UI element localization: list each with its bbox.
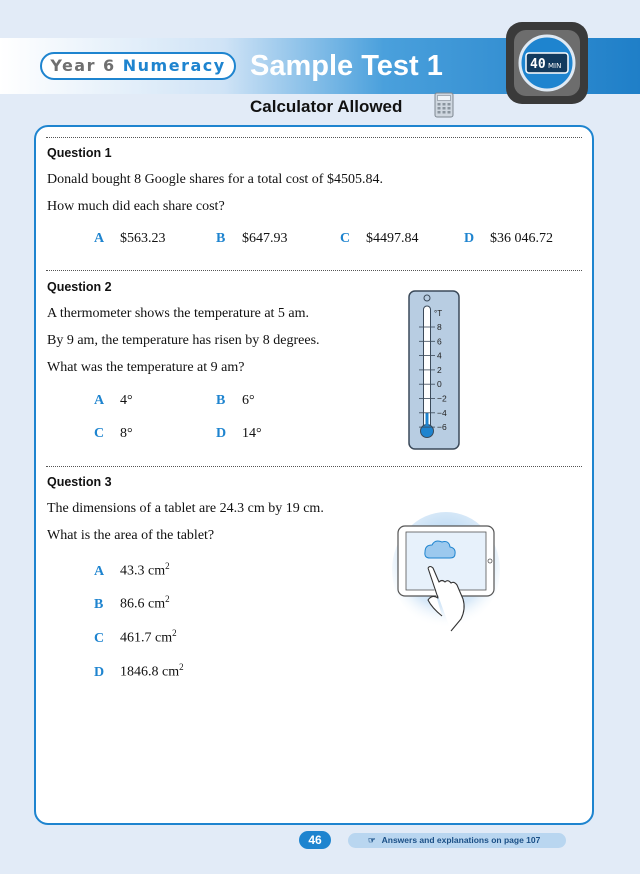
thermometer-tick-label: 4 — [437, 350, 442, 361]
option-text: $647.93 — [242, 231, 288, 246]
question-1-option-a[interactable] — [94, 231, 166, 247]
timer-value: 40 — [530, 57, 546, 72]
thermometer-tick-label: 8 — [437, 322, 442, 332]
question-1-option-c[interactable] — [340, 231, 419, 247]
question-3-option-a[interactable] — [94, 561, 170, 580]
question-3-line-1: The dimensions of a tablet are 24.3 cm by 19 cm. — [47, 501, 324, 516]
question-1-line-1: Donald bought 8 Google shares for a total cost of $4505.84. — [47, 172, 383, 187]
question-3-option-d[interactable] — [94, 662, 184, 681]
page-number: 46 — [299, 831, 331, 849]
questions-panel — [34, 125, 594, 825]
question-2-line-1: A thermometer shows the temperature at 5 am. — [47, 306, 310, 321]
option-letter: B — [216, 231, 226, 246]
question-2-line-2: By 9 am, the temperature has risen by 8 degrees. — [47, 333, 320, 348]
option-text: $563.23 — [120, 231, 166, 246]
option-text: 8° — [120, 426, 133, 441]
option-sup: 2 — [165, 594, 170, 604]
option-text: 14° — [242, 426, 262, 441]
answers-reference-text: Answers and explanations on page 107 — [381, 835, 541, 845]
question-1-option-d[interactable] — [464, 231, 553, 247]
thermometer-tick-label: −4 — [437, 407, 447, 418]
divider — [46, 270, 582, 271]
pointing-hand-icon: ☞ — [368, 835, 376, 845]
option-sup: 2 — [172, 628, 177, 638]
option-text: 6° — [242, 393, 255, 408]
stopwatch-icon — [504, 20, 590, 106]
option-letter: D — [216, 426, 227, 441]
option-text: $4497.84 — [366, 231, 419, 246]
option-letter: B — [94, 596, 104, 612]
question-3-option-c[interactable] — [94, 628, 177, 647]
option-text: 1846.8 cm — [120, 664, 180, 680]
page-title: Sample Test 1 — [250, 50, 443, 82]
thermometer-tick-label: 0 — [437, 379, 442, 390]
subject-label: Numeracy — [122, 56, 226, 75]
question-2-heading: Question 2 — [47, 280, 112, 294]
year-label: Year 6 — [50, 56, 116, 75]
question-1-option-b[interactable] — [216, 231, 288, 247]
thermometer-illustration — [408, 290, 460, 450]
option-text: 43.3 cm — [120, 563, 166, 579]
question-3-heading: Question 3 — [47, 475, 112, 489]
option-text: $36 046.72 — [490, 231, 553, 246]
question-2-option-d[interactable] — [216, 426, 262, 442]
option-letter: D — [464, 231, 475, 246]
option-text: 4° — [120, 393, 133, 408]
divider — [46, 466, 582, 467]
thermometer-tick-label: 6 — [437, 336, 442, 347]
thermometer-tick-label: 2 — [437, 364, 442, 375]
option-letter: C — [340, 231, 351, 246]
question-3-line-2: What is the area of the tablet? — [47, 528, 215, 543]
thermometer-tick-label: −2 — [437, 393, 447, 404]
question-2-option-c[interactable] — [94, 426, 133, 442]
question-2-line-3: What was the temperature at 9 am? — [47, 360, 245, 375]
tablet-illustration — [392, 508, 500, 644]
answers-reference[interactable] — [348, 833, 566, 848]
divider — [46, 137, 582, 138]
option-letter: A — [94, 563, 105, 579]
question-1-heading: Question 1 — [47, 146, 112, 160]
option-sup: 2 — [179, 662, 184, 672]
option-letter: C — [94, 426, 105, 441]
option-letter: D — [94, 664, 105, 680]
option-letter: A — [94, 393, 105, 408]
calculator-icon — [434, 92, 454, 118]
question-1-line-2: How much did each share cost? — [47, 199, 225, 214]
option-sup: 2 — [165, 561, 170, 571]
option-text: 86.6 cm — [120, 596, 166, 612]
year-subject-pill — [40, 52, 236, 80]
option-letter: B — [216, 393, 226, 408]
option-text: 461.7 cm — [120, 630, 173, 646]
thermometer-tick-label: −6 — [437, 422, 447, 433]
thermometer-unit: °T — [434, 309, 443, 318]
option-letter: A — [94, 231, 105, 246]
timer-unit: MIN — [548, 62, 562, 70]
option-letter: C — [94, 630, 105, 646]
question-2-option-a[interactable] — [94, 393, 133, 409]
calculator-note: Calculator Allowed — [250, 97, 403, 116]
question-2-option-b[interactable] — [216, 393, 255, 409]
question-3-option-b[interactable] — [94, 594, 170, 613]
